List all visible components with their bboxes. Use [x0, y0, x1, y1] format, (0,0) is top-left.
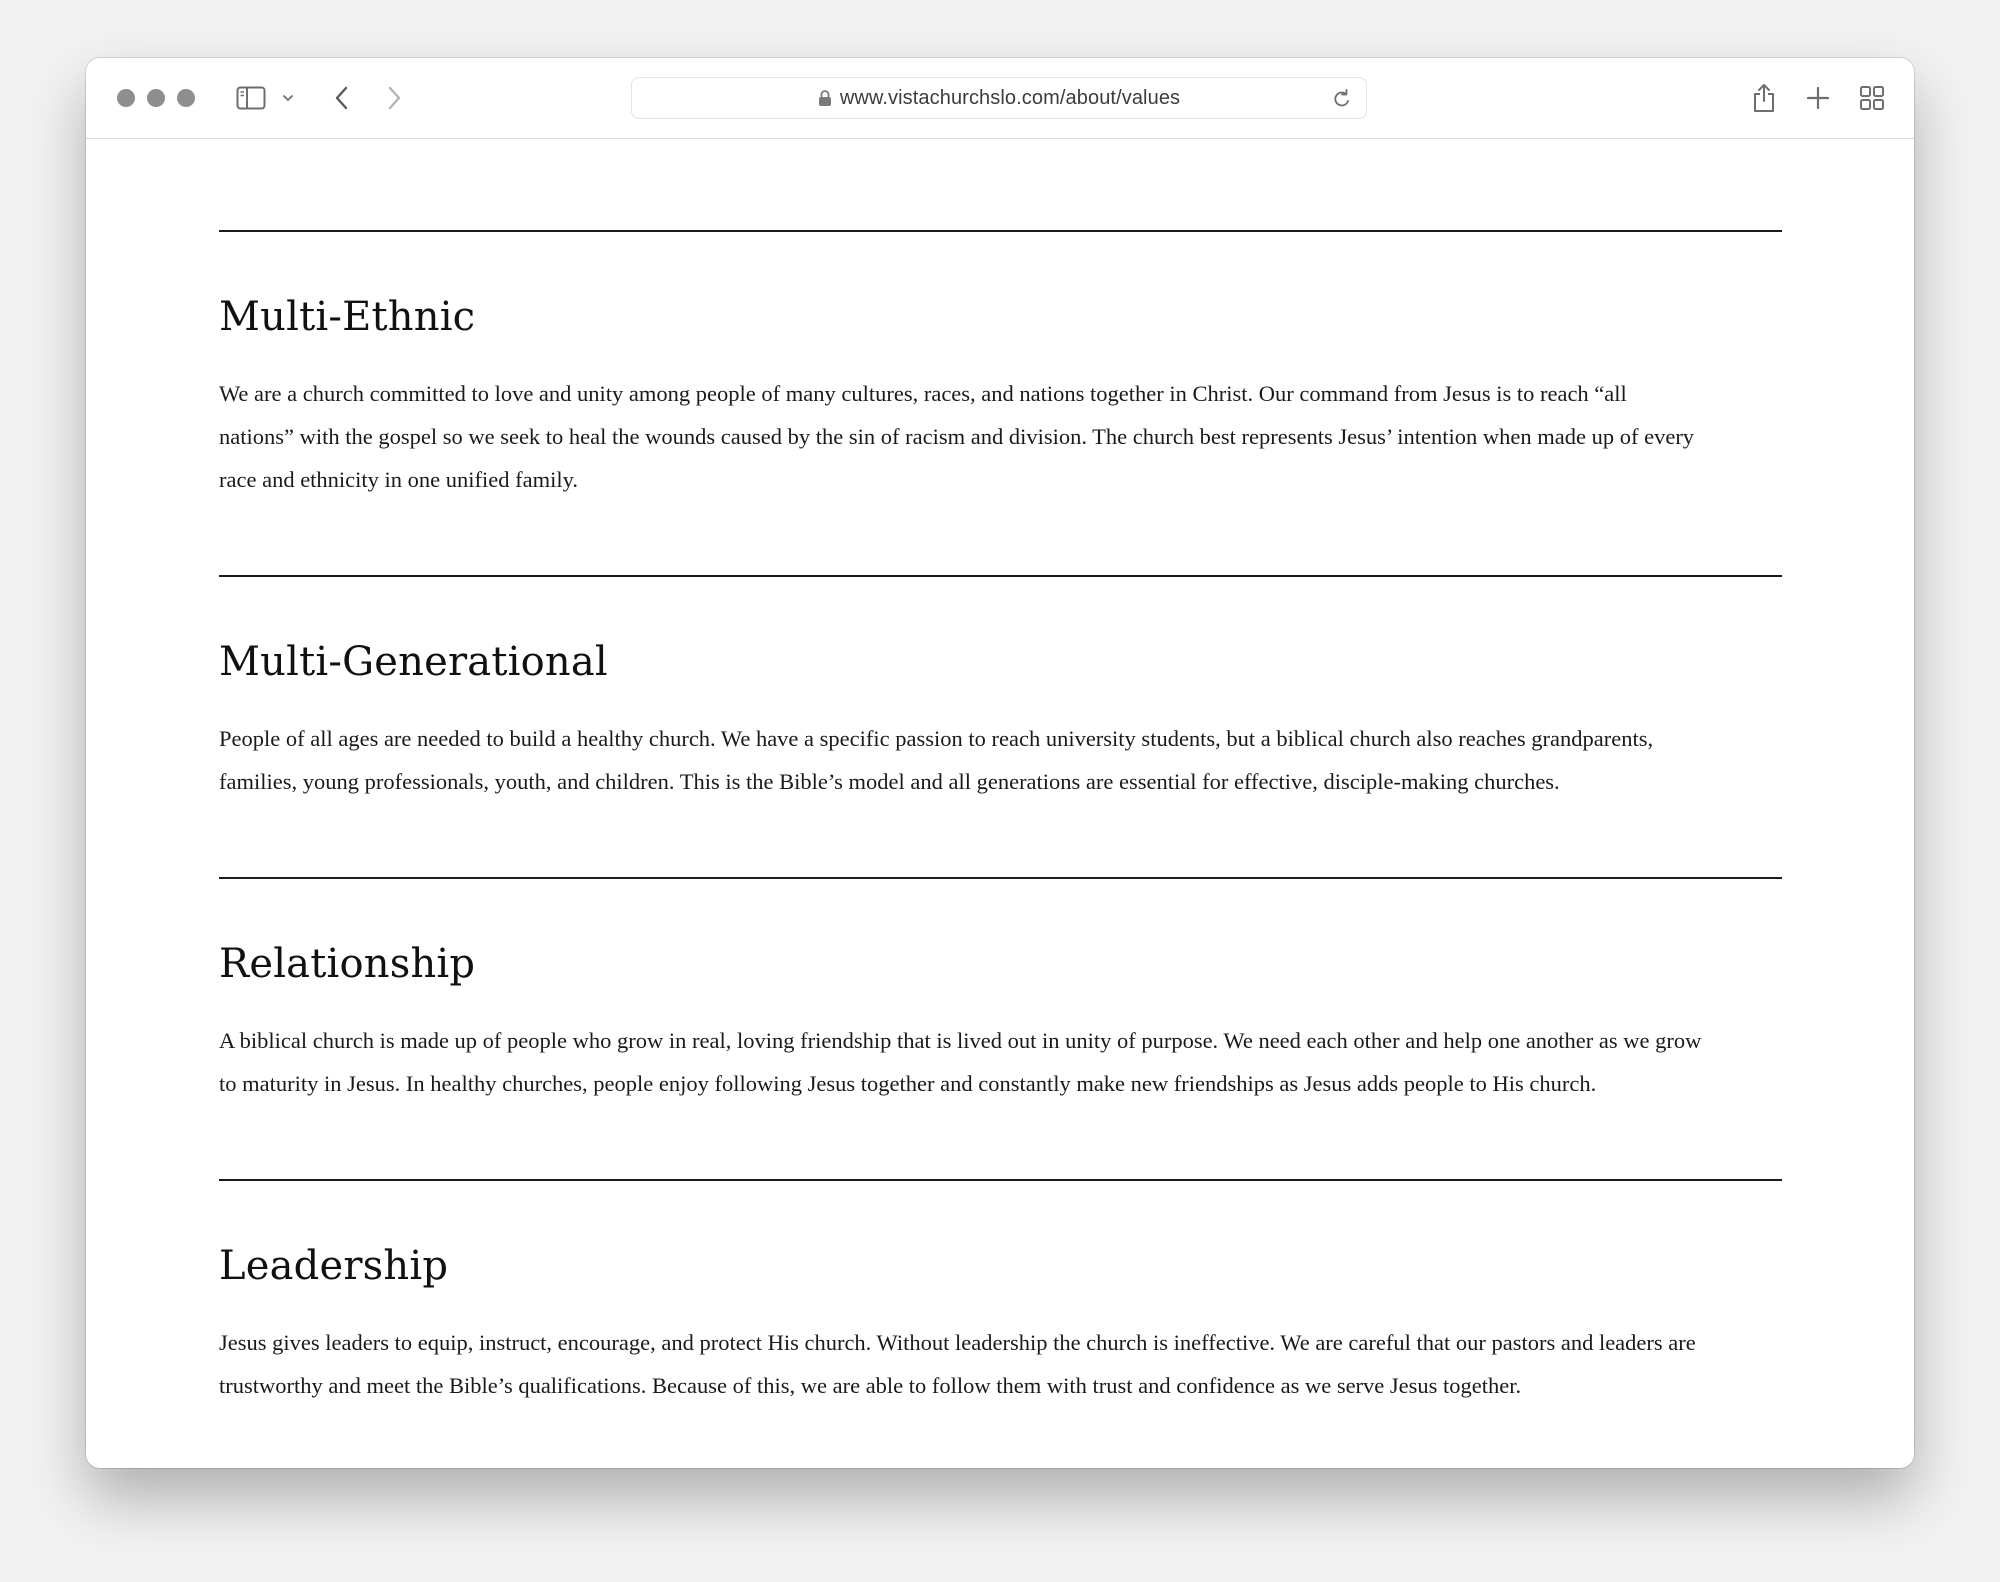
chevron-right-icon[interactable]: [382, 80, 406, 116]
value-section-multi-ethnic: [219, 294, 1783, 501]
reload-icon[interactable]: [1332, 88, 1352, 115]
share-icon[interactable]: [1750, 80, 1778, 116]
section-body-line: to maturity in Jesus. In healthy churches, people enjoy following Jesus together and constantly make new friendships as Jesus adds people to His church.: [219, 1071, 1597, 1096]
browser-window: [86, 58, 1914, 1468]
value-section-relationship: [219, 941, 1783, 1105]
close-window-button[interactable]: [117, 89, 135, 107]
url-text: www.vistachurchslo.com/about/values: [839, 86, 1181, 109]
chevron-left-icon[interactable]: [330, 80, 354, 116]
section-divider: [219, 877, 1782, 879]
section-title: Relationship: [219, 941, 476, 987]
sidebar-icon[interactable]: [234, 80, 268, 116]
value-section-leadership: [219, 1243, 1783, 1407]
browser-toolbar: [86, 58, 1914, 139]
section-body-line: We are a church committed to love and unity among people of many cultures, races, and nations together in Christ. Our command from Jesus is to reach “all: [219, 381, 1627, 406]
section-title: Multi-Generational: [219, 639, 608, 685]
section-body-line: race and ethnicity in one unified family.: [219, 467, 579, 492]
address-bar[interactable]: [631, 77, 1367, 119]
zoom-window-button[interactable]: [177, 89, 195, 107]
lock-icon: [818, 89, 832, 107]
section-divider: [219, 230, 1782, 232]
section-body-line: A biblical church is made up of people who grow in real, loving friendship that is lived out in unity of purpose. We need each other and help one another as we grow: [219, 1028, 1702, 1053]
section-body-line: Jesus gives leaders to equip, instruct, encourage, and protect His church. Without leadership the church is ineffective. We are careful that our pastors and leaders are: [219, 1330, 1696, 1355]
section-body-line: trustworthy and meet the Bible’s qualifications. Because of this, we are able to follow them with trust and confidence as we serve Jesus together.: [219, 1373, 1522, 1398]
section-title: Leadership: [219, 1243, 449, 1289]
section-body-line: families, young professionals, youth, and children. This is the Bible’s model and all generations are essential for effective, disciple-making churches.: [219, 769, 1560, 794]
plus-icon[interactable]: [1804, 80, 1832, 116]
section-body-line: People of all ages are needed to build a healthy church. We have a specific passion to reach university students, but a biblical church also reaches grandparents,: [219, 726, 1654, 751]
chevron-down-icon[interactable]: [280, 80, 296, 116]
grid-icon[interactable]: [1858, 80, 1886, 116]
page-content: [86, 139, 1914, 1468]
section-divider: [219, 575, 1782, 577]
section-divider: [219, 1179, 1782, 1181]
section-body-line: nations” with the gospel so we seek to heal the wounds caused by the sin of racism and division. The church best represents Jesus’ intention when made up of every: [219, 424, 1695, 449]
section-title: Multi-Ethnic: [219, 294, 476, 340]
minimize-window-button[interactable]: [147, 89, 165, 107]
value-section-multi-generational: [219, 639, 1783, 803]
